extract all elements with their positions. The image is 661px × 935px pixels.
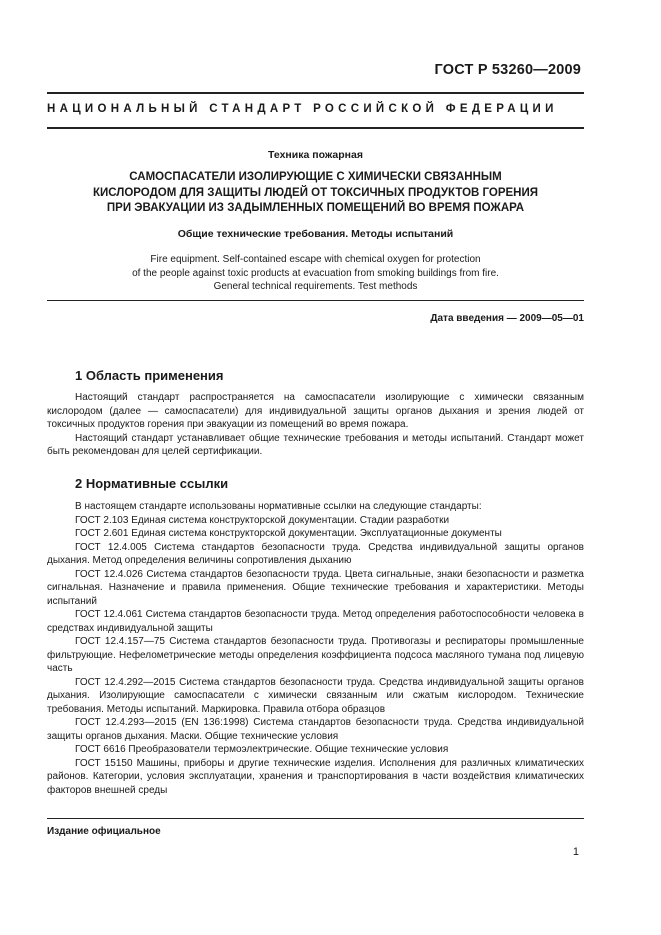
official-edition-label: Издание официальное <box>47 826 161 837</box>
english-title-line: General technical requirements. Test methods <box>213 281 418 292</box>
title-line: САМОСПАСАТЕЛИ ИЗОЛИРУЮЩИЕ С ХИМИЧЕСКИ СВЯЗАННЫМ <box>129 171 502 183</box>
section-scope-body <box>47 391 584 459</box>
standard-area: Техника пожарная <box>268 149 363 161</box>
english-title-line: Fire equipment. Self-contained escape with chemical oxygen for protection <box>150 254 481 265</box>
header-rule-top <box>47 92 584 94</box>
english-title <box>47 253 584 294</box>
page-number: 1 <box>572 846 579 858</box>
english-title-line: of the people against toxic products at evacuation from smoking buildings from fire. <box>132 267 499 279</box>
title-rule <box>47 300 584 301</box>
reference-item: ГОСТ 12.4.157—75 Система стандартов безопасности труда. Противогазы и респираторы промышленные фильтрующие. Нефелометрические методы определения коэффициента подсоса масляного тумана под лицевую часть <box>47 636 584 674</box>
standard-title <box>47 170 584 217</box>
national-standard-heading: НАЦИОНАЛЬНЫЙ СТАНДАРТ РОССИЙСКОЙ ФЕДЕРАЦИИ <box>47 103 558 115</box>
paragraph: Настоящий стандарт устанавливает общие технические требования и методы испытаний. Стандарт может быть рекомендован для целей сертификации. <box>47 432 584 457</box>
section-heading-scope: 1 Область применения <box>75 368 224 383</box>
reference-item: ГОСТ 12.4.026 Система стандартов безопасности труда. Цвета сигнальные, знаки безопасности и разметка сигнальная. Назначение и правила применения. Общие технические требования и характеристики. Методы испытаний <box>47 568 584 607</box>
reference-item: ГОСТ 2.601 Единая система конструкторской документации. Эксплуатационные документы <box>75 528 502 539</box>
title-line: КИСЛОРОДОМ ДЛЯ ЗАЩИТЫ ЛЮДЕЙ ОТ ТОКСИЧНЫХ ПРОДУКТОВ ГОРЕНИЯ <box>92 186 539 199</box>
footer-rule <box>47 818 584 819</box>
reference-item: ГОСТ 12.4.005 Система стандартов безопасности труда. Средства индивидуальной защиты органов дыхания. Метод определения величины сопротивления дыханию <box>47 541 584 566</box>
reference-item: ГОСТ 12.4.061 Система стандартов безопасности труда. Метод определения работоспособности человека в средствах индивидуальной защиты <box>47 609 584 634</box>
reference-item: ГОСТ 12.4.293—2015 (EN 136:1998) Система стандартов безопасности труда. Средства индивидуальной защиты органов дыхания. Маски. Общие технические условия <box>47 717 584 742</box>
title-line: ПРИ ЭВАКУАЦИИ ИЗ ЗАДЫМЛЕННЫХ ПОМЕЩЕНИЙ ВО ВРЕМЯ ПОЖАРА <box>106 202 525 214</box>
introduction-date: Дата введения — 2009—05—01 <box>430 313 584 324</box>
reference-item: ГОСТ 2.103 Единая система конструкторской документации. Стадии разработки <box>75 514 450 526</box>
header-rule-bottom <box>47 127 584 129</box>
reference-item: ГОСТ 6616 Преобразователи термоэлектрические. Общие технические условия <box>75 744 449 755</box>
paragraph: Настоящий стандарт распространяется на самоспасатели изолирующие с химически связанным кислородом (далее — самоспасатели) для индивидуальной защиты органов дыхания и зрения людей от токсичных продуктов горения при эвакуации из помещений во время пожара. <box>47 392 584 430</box>
standard-subtitle: Общие технические требования. Методы испытаний <box>177 228 454 240</box>
gost-number: ГОСТ Р 53260—2009 <box>434 62 581 78</box>
reference-item: ГОСТ 15150 Машины, приборы и другие технические изделия. Исполнения для различных климатических районов. Категории, условия эксплуатации, хранения и транспортирования в части воздействия климатических факторов внешней среды <box>47 757 584 796</box>
section-references-body <box>47 500 584 797</box>
reference-item: ГОСТ 12.4.292—2015 Система стандартов безопасности труда. Средства индивидуальной защиты органов дыхания. Изолирующие самоспасатели с химически связанным или сжатым кислородом. Технические требования. Методы испытаний. Маркировка. Правила отбора образцов <box>47 676 584 715</box>
paragraph: В настоящем стандарте использованы нормативные ссылки на следующие стандарты: <box>75 501 482 512</box>
section-heading-references: 2 Нормативные ссылки <box>75 476 229 491</box>
